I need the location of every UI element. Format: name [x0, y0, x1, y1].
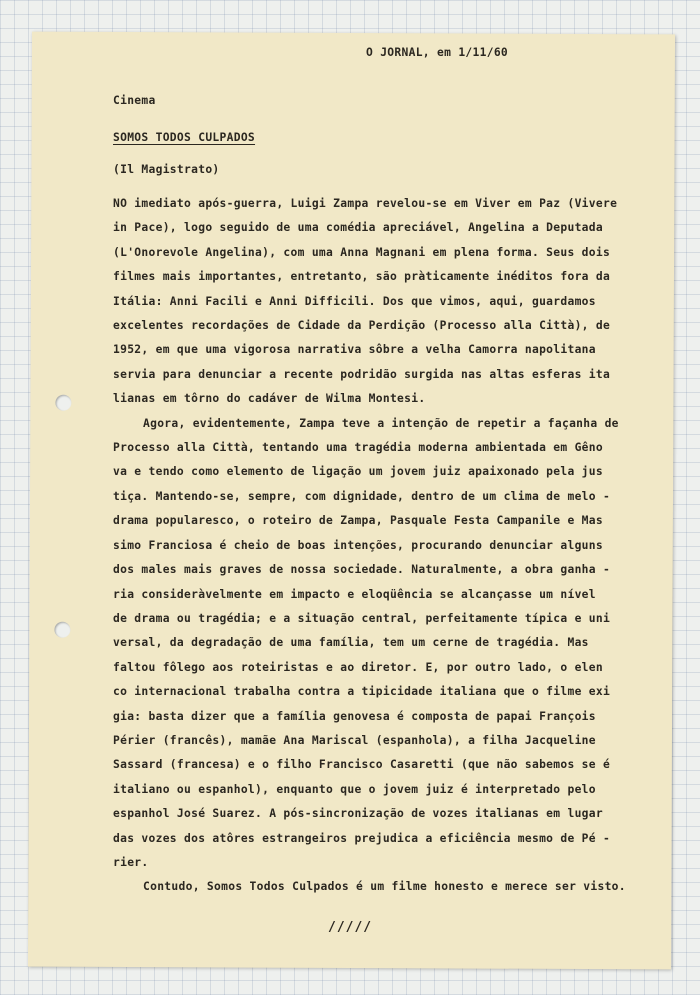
body-line: das vozes dos atôres estrangeiros prejudica a eficiência mesmo de Pé -: [113, 831, 611, 845]
original-title: (Il Magistrato): [113, 163, 220, 176]
punch-hole-bottom: [54, 622, 70, 638]
body-line: lianas em tôrno do cadáver de Wilma Montesi.: [113, 392, 426, 406]
body-line: filmes mais importantes, entretanto, são pràticamente inéditos fora da: [113, 270, 611, 284]
body-line: NO imediato após-guerra, Luigi Zampa revelou-se em Viver em Paz (Vivere: [113, 197, 618, 210]
body-line: Sassard (francesa) e o filho Francisco Casaretti (que não sabemos se é: [113, 758, 611, 772]
body-line: va e tendo como elemento de ligação um jovem juiz apaixonado pela jus: [113, 465, 603, 479]
body-line: (L'Onorevole Angelina), com uma Anna Magnani em plena forma. Seus dois: [113, 245, 611, 259]
body-line: gia: basta dizer que a família genovesa é composta de papai François: [113, 709, 596, 723]
punch-hole-top: [55, 395, 71, 411]
body-line: excelentes recordações de Cidade da Perdição (Processo alla Città), de: [113, 319, 611, 333]
body-line: versal, da degradação de uma família, tem um cerne de tragédia. Mas: [113, 636, 589, 650]
body-line: co internacional trabalha contra a tipicidade italiana que o filme exi: [113, 685, 611, 699]
body-line: Contudo, Somos Todos Culpados é um filme honesto e merece ser visto.: [143, 880, 626, 894]
body-line: tiça. Mantendo-se, sempre, com dignidade, dentro de um clima de melo -: [113, 489, 611, 503]
body-line: dos males mais graves de nossa sociedade. Naturalmente, a obra ganha -: [113, 563, 611, 577]
body-line: in Pace), logo seguido de uma comédia apreciável, Angelina a Deputada: [113, 221, 603, 235]
body-line: italiano ou espanhol), enquanto que o jovem juiz é interpretado pelo: [113, 782, 596, 796]
body-line: 1952, em que uma vigorosa narrativa sôbre a velha Camorra napolitana: [113, 343, 596, 357]
body-line: ria consideràvelmente em impacto e eloqüência se alcançasse um nível: [113, 587, 596, 601]
end-mark: /////: [328, 920, 373, 935]
newspaper-dateline: O JORNAL, em 1/11/60: [366, 46, 509, 59]
body-line: Itália: Anni Facili e Anni Difficili. Dos que vimos, aqui, guardamos: [113, 294, 596, 308]
article-title: [113, 131, 255, 144]
section-label: Cinema: [113, 94, 156, 107]
body-line: servia para denunciar a recente podridão surgida nas altas esferas ita: [113, 367, 611, 381]
body-line: simo Franciosa é cheio de boas intenções, procurando denunciar alguns: [113, 538, 603, 552]
body-line: Périer (francês), mamãe Ana Mariscal (espanhola), a filha Jacqueline: [113, 733, 596, 747]
body-line: rier.: [113, 855, 149, 869]
body-line: Processo alla Città, tentando uma tragédia moderna ambientada em Gêno: [113, 441, 603, 455]
article-body: [113, 192, 626, 900]
body-line: faltou fôlego aos roteiristas e ao diretor. E, por outro lado, o elen: [113, 660, 603, 674]
body-line: de drama ou tragédia; e a situação central, perfeitamente típica e uni: [113, 611, 611, 625]
body-line: espanhol José Suarez. A pós-sincronização de vozes italianas em lugar: [113, 807, 603, 821]
body-line: drama popularesco, o roteiro de Zampa, Pasquale Festa Campanile e Mas: [113, 514, 603, 528]
body-line: Agora, evidentemente, Zampa teve a intenção de repetir a façanha de: [143, 416, 619, 430]
article-title-text: SOMOS TODOS CULPADOS: [113, 131, 256, 144]
